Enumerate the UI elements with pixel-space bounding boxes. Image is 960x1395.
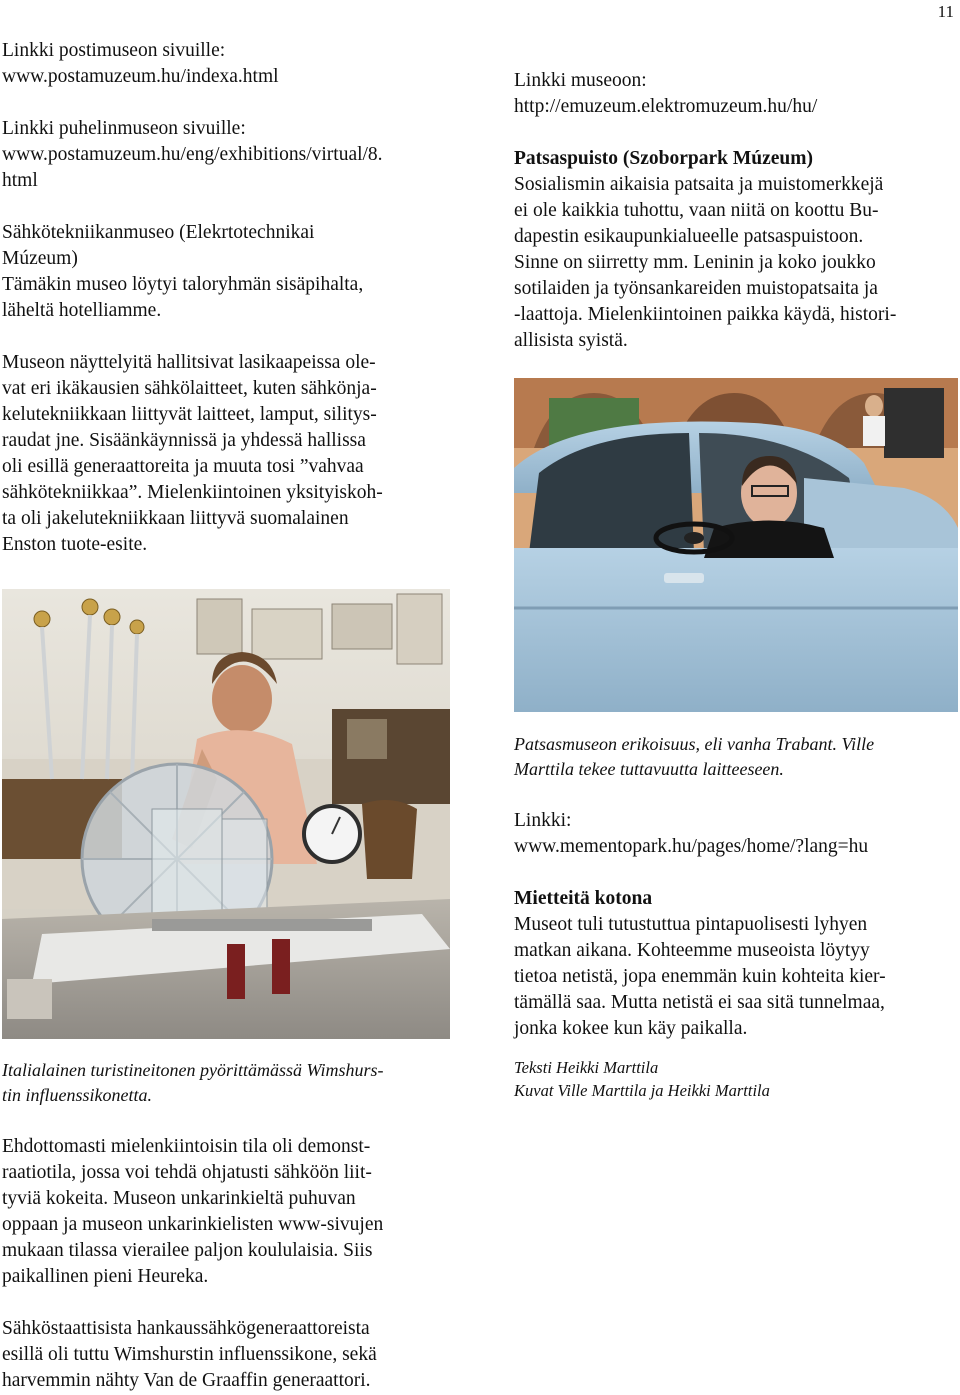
text-credit: Teksti Heikki Marttila bbox=[514, 1058, 659, 1077]
right-column-top bbox=[514, 68, 954, 354]
paragraph-line: Museon näyttelyitä hallitsivat lasikaapeissa ole- bbox=[2, 352, 376, 373]
paragraph-line: Museot tuli tutustuttua pintapuolisesti lyhyen bbox=[514, 914, 868, 935]
park-link-label: Linkki: bbox=[514, 810, 572, 831]
paragraph-line: matkan aikana. Kohteemme museoista löytyy bbox=[514, 940, 870, 961]
museum-link-label: Linkki museoon: bbox=[514, 70, 647, 91]
paragraph-line: mukaan tilassa vierailee paljon koululaisia. Siis bbox=[2, 1240, 373, 1261]
postal-museum-link-url[interactable]: www.postamuzeum.hu/indexa.html bbox=[2, 66, 279, 87]
paragraph-line: raatiotila, jossa voi tehdä ohjatusti sähköön liit- bbox=[2, 1162, 372, 1183]
paragraph-line: sähkötekniikkaa”. Mielenkiintoinen yksityiskoh- bbox=[2, 482, 383, 503]
paragraph-line: Enston tuote-esite. bbox=[2, 534, 148, 555]
paragraph-line: tietoa netistä, jopa enemmän kuin kohteita kier- bbox=[514, 966, 886, 987]
phone-museum-link-url-2[interactable]: html bbox=[2, 170, 38, 191]
park-link-url[interactable]: www.mementopark.hu/pages/home/?lang=hu bbox=[514, 836, 869, 857]
paragraph-line: tämällä saa. Mutta netistä ei saa sitä tunnelmaa, bbox=[514, 992, 885, 1013]
electrotechnical-museum-heading-1: Sähkötekniikanmuseo (Elekrtotechnikai bbox=[2, 222, 315, 243]
paragraph-line: oppaan ja museon unkarinkielisten www-sivujen bbox=[2, 1214, 384, 1235]
page-number: 11 bbox=[937, 2, 954, 21]
paragraph-line: ei ole kaikkia tuhottu, vaan niitä on koottu Bu- bbox=[514, 200, 879, 221]
photo-caption-line: Patsasmuseon erikoisuus, eli vanha Trabant. Ville bbox=[514, 734, 875, 754]
paragraph-line: -laattoja. Mielenkiintoinen paikka käydä, histori- bbox=[514, 304, 897, 325]
paragraph-line: sotilaiden ja työnsankareiden muistopatsaita ja bbox=[514, 278, 878, 299]
paragraph-line: ta oli jakelutekniikkaan liittyvä suomalainen bbox=[2, 508, 349, 529]
paragraph-line: harvemmin nähty Van de Graaffin generaattori. bbox=[2, 1370, 371, 1391]
postal-museum-link-label: Linkki postimuseon sivuille: bbox=[2, 40, 226, 61]
electrotechnical-museum-heading-2: Múzeum) bbox=[2, 248, 78, 269]
paragraph-line: esillä oli tuttu Wimshurstin influenssikone, sekä bbox=[2, 1344, 377, 1365]
paragraph-line: oli esillä generaattoreita ja muuta tosi ”vahvaa bbox=[2, 456, 364, 477]
photo-caption-line: tin influenssikonetta. bbox=[2, 1085, 152, 1105]
paragraph-line: raudat jne. Sisäänkäynnissä ja yhdessä hallissa bbox=[2, 430, 366, 451]
phone-museum-link-url-1[interactable]: www.postamuzeum.hu/eng/exhibitions/virtual/8. bbox=[2, 144, 383, 165]
paragraph-line: dapestin esikaupunkialueelle patsaspuistoon. bbox=[514, 226, 864, 247]
wimshurst-machine-photo bbox=[2, 589, 450, 1039]
paragraph-line: Sähköstaattisista hankaussähkögeneraattoreista bbox=[2, 1318, 370, 1339]
paragraph-line: vat eri ikäkausien sähkölaitteet, kuten sähkönja- bbox=[2, 378, 377, 399]
paragraph-line: allisista syistä. bbox=[514, 330, 628, 351]
paragraph-line: Sinne on siirretty mm. Leninin ja koko joukko bbox=[514, 252, 876, 273]
statue-park-heading: Patsaspuisto (Szoborpark Múzeum) bbox=[514, 148, 814, 169]
paragraph-line: kelutekniikkaan liittyvät laitteet, lamput, silitys- bbox=[2, 404, 377, 425]
photo-caption-line: Marttila tekee tuttavuutta laitteeseen. bbox=[514, 759, 784, 779]
paragraph-line: jonka kokee kun käy paikalla. bbox=[514, 1018, 748, 1039]
paragraph-line: paikallinen pieni Heureka. bbox=[2, 1266, 209, 1287]
reflections-heading: Mietteitä kotona bbox=[514, 888, 653, 909]
left-column-top bbox=[2, 38, 452, 558]
right-column-bottom bbox=[514, 732, 954, 1102]
left-column-bottom bbox=[2, 1058, 462, 1394]
paragraph-line: Ehdottomasti mielenkiintoisin tila oli demonst- bbox=[2, 1136, 371, 1157]
trabant-photo bbox=[514, 378, 958, 712]
museum-link-url[interactable]: http://emuzeum.elektromuzeum.hu/hu/ bbox=[514, 96, 818, 117]
intro-line: Tämäkin museo löytyi taloryhmän sisäpihalta, bbox=[2, 274, 364, 295]
paragraph-line: tyviä kokeita. Museon unkarinkieltä puhuvan bbox=[2, 1188, 356, 1209]
paragraph-line: Sosialismin aikaisia patsaita ja muistomerkkejä bbox=[514, 174, 884, 195]
phone-museum-link-label: Linkki puhelinmuseon sivuille: bbox=[2, 118, 246, 139]
photo-caption-line: Italialainen turistineitonen pyörittämässä Wimshurs- bbox=[2, 1060, 384, 1080]
intro-line: läheltä hotelliamme. bbox=[2, 300, 162, 321]
photo-credit: Kuvat Ville Marttila ja Heikki Marttila bbox=[514, 1081, 770, 1100]
